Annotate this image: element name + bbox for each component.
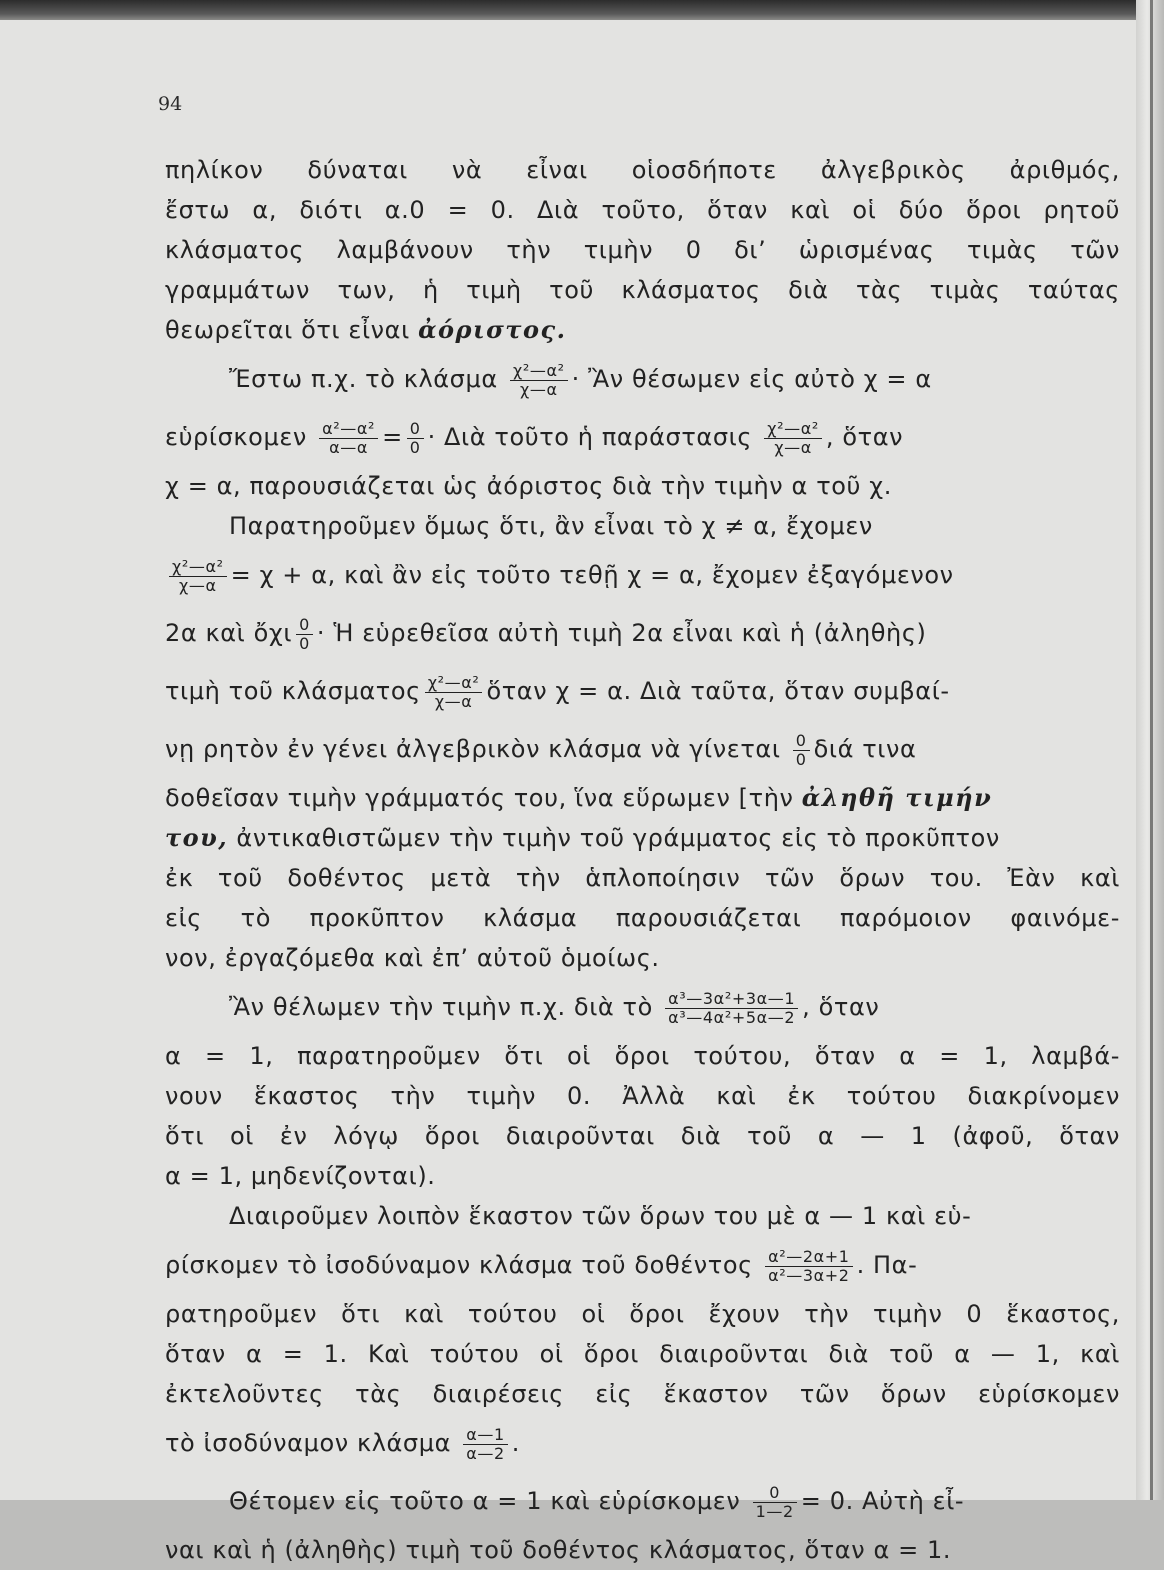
text-span: , ὅταν bbox=[802, 993, 880, 1021]
fraction-numerator: 0 bbox=[793, 732, 810, 751]
text-span: τὸ ἰσοδύναμον κλάσμα bbox=[165, 1429, 452, 1457]
text-line: Παρατηροῦμεν ὅμως ὅτι, ἂν εἶναι τὸ χ ≠ α, ἔχομεν bbox=[229, 512, 873, 540]
emphasis-term: ἀόριστος. bbox=[418, 315, 567, 344]
text-span: = χ + α, καὶ ἂν εἰς τοῦτο τεθῇ χ = α, ἔχομεν ἐξαγόμενον bbox=[230, 561, 954, 589]
text-span: διά τινα bbox=[813, 735, 917, 763]
text-span: . Πα- bbox=[856, 1251, 918, 1279]
fraction-denominator: 0 bbox=[409, 437, 421, 457]
fraction-numerator: χ²—α² bbox=[169, 558, 227, 577]
fraction-numerator: 0 bbox=[753, 1484, 797, 1503]
text-span: Ἂν θέλωμεν τὴν τιμὴν π.χ. διὰ τὸ bbox=[229, 993, 653, 1021]
fraction bbox=[425, 674, 483, 711]
text-span: Ἔστω π.χ. τὸ κλάσμα bbox=[229, 365, 498, 393]
page-number: 94 bbox=[158, 93, 183, 115]
text-span: , ὅταν bbox=[825, 423, 904, 451]
fraction-denominator: α—2 bbox=[466, 1443, 505, 1463]
text-span: δοθεῖσαν τιμὴν γράμματός του, ἵνα εὕρωμεν [τὴν bbox=[165, 784, 794, 812]
emphasis-term: ἀληθῆ τιμήν bbox=[801, 783, 993, 812]
fraction bbox=[764, 420, 822, 457]
text-span: · Ἂν θέσωμεν εἰς αὐτὸ χ = α bbox=[571, 365, 932, 393]
text-line bbox=[165, 720, 1120, 778]
fraction bbox=[793, 732, 810, 769]
text-span: 2α καὶ ὄχι bbox=[165, 619, 293, 647]
fraction bbox=[319, 420, 378, 457]
fraction-denominator: 1—2 bbox=[755, 1501, 794, 1521]
scan-edge-top bbox=[0, 0, 1164, 20]
text-line: κλάσματος λαμβάνουν τὴν τιμὴν 0 δι’ ὡρισμένας τιμὰς τῶν bbox=[165, 236, 1120, 264]
fraction bbox=[765, 1248, 852, 1285]
text-line: Διαιροῦμεν λοιπὸν ἕκαστον τῶν ὅρων του μὲ α — 1 καὶ εὑ- bbox=[229, 1202, 972, 1230]
fraction bbox=[169, 558, 227, 595]
text-line: χ = α, παρουσιάζεται ὡς ἀόριστος διὰ τὴν τιμὴν α τοῦ χ. bbox=[165, 472, 892, 500]
fraction-numerator: α—1 bbox=[463, 1426, 508, 1445]
fraction-numerator: 0 bbox=[296, 616, 313, 635]
text-line bbox=[165, 1414, 1120, 1472]
fraction-numerator: α²—α² bbox=[319, 420, 378, 439]
fraction bbox=[463, 1426, 508, 1463]
text-span: = 0. Αὐτὴ εἶ- bbox=[800, 1487, 965, 1515]
text-span: ἀντικαθιστῶμεν τὴν τιμὴν τοῦ γράμματος εἰς τὸ προκῦπτον bbox=[236, 824, 1000, 852]
text-line bbox=[165, 310, 1120, 350]
fraction-denominator: χ—α bbox=[774, 437, 812, 457]
text-line: ρατηροῦμεν ὅτι καὶ τούτου οἱ ὅροι ἔχουν τὴν τιμὴν 0 ἕκαστος, bbox=[165, 1300, 1120, 1328]
text-line: ἐκ τοῦ δοθέντος μετὰ τὴν ἁπλοποίησιν τῶν ὅρων του. Ἐὰν καὶ bbox=[165, 864, 1120, 892]
fraction-numerator: χ²—α² bbox=[425, 674, 483, 693]
fraction-numerator: α³—3α²+3α—1 bbox=[665, 990, 798, 1009]
text-span: . bbox=[511, 1429, 521, 1457]
fraction bbox=[665, 990, 798, 1027]
text-line bbox=[165, 546, 1120, 604]
book-spine-edge bbox=[1136, 0, 1164, 1500]
fraction-denominator: α³—4α²+5α—2 bbox=[668, 1007, 796, 1027]
text-line bbox=[165, 978, 1120, 1036]
text-span: νῃ ρητὸν ἐν γένει ἀλγεβρικὸν κλάσμα νὰ γίνεται bbox=[165, 735, 781, 763]
text-line bbox=[165, 818, 1120, 858]
text-span: εὑρίσκομεν bbox=[165, 423, 307, 451]
text-line: ἐκτελοῦντες τὰς διαιρέσεις εἰς ἕκαστον τῶν ὅρων εὑρίσκομεν bbox=[165, 1380, 1120, 1408]
emphasis-term: του, bbox=[165, 823, 229, 852]
text-line: ὅτι οἱ ἐν λόγῳ ὅροι διαιροῦνται διὰ τοῦ α — 1 (ἀφοῦ, ὅταν bbox=[165, 1122, 1120, 1150]
text-line bbox=[165, 1472, 1120, 1530]
fraction-denominator: χ—α bbox=[434, 691, 473, 711]
fraction-denominator: χ—α bbox=[179, 575, 217, 595]
fraction-numerator: χ²—α² bbox=[510, 362, 568, 381]
page-body bbox=[165, 150, 1120, 1570]
text-line: ἔστω α, διότι α.0 = 0. Διὰ τοῦτο, ὅταν καὶ οἱ δύο ὅροι ρητοῦ bbox=[165, 196, 1120, 224]
fraction-numerator: α²—2α+1 bbox=[765, 1248, 852, 1267]
text-line bbox=[165, 662, 1120, 720]
text-line bbox=[165, 1236, 1120, 1294]
fraction-denominator: χ—α bbox=[520, 379, 558, 399]
fraction-denominator: α²—3α+2 bbox=[768, 1265, 850, 1285]
fraction-denominator: α—α bbox=[329, 437, 369, 457]
fraction bbox=[296, 616, 313, 653]
fraction-numerator: χ²—α² bbox=[764, 420, 822, 439]
text-line bbox=[165, 778, 1120, 818]
text-span: · Ἡ εὑρεθεῖσα αὐτὴ τιμὴ 2α εἶναι καὶ ἡ (ἀληθὴς) bbox=[316, 619, 927, 647]
text-line: α = 1, μηδενίζονται). bbox=[165, 1162, 436, 1190]
fraction bbox=[407, 420, 424, 457]
text-line bbox=[165, 350, 1120, 408]
text-line: γραμμάτων των, ἡ τιμὴ τοῦ κλάσματος διὰ τὰς τιμὰς ταύτας bbox=[165, 276, 1120, 304]
text-span: Θέτομεν εἰς τοῦτο α = 1 καὶ εὑρίσκομεν bbox=[229, 1487, 741, 1515]
text-line: ναι καὶ ἡ (ἀληθὴς) τιμὴ τοῦ δοθέντος κλάσματος, ὅταν α = 1. bbox=[165, 1536, 952, 1564]
fraction bbox=[753, 1484, 797, 1521]
text-line: πηλίκον δύναται νὰ εἶναι οἱοσδήποτε ἀλγεβρικὸς ἀριθμός, bbox=[165, 156, 1120, 184]
fraction-denominator: 0 bbox=[795, 749, 807, 769]
text-line bbox=[165, 408, 1120, 466]
text-span: = bbox=[382, 423, 403, 451]
fraction bbox=[510, 362, 568, 399]
text-line: ὅταν α = 1. Καὶ τούτου οἱ ὅροι διαιροῦνται διὰ τοῦ α — 1, καὶ bbox=[165, 1340, 1120, 1368]
text-line: νουν ἕκαστος τὴν τιμὴν 0. Ἀλλὰ καὶ ἐκ τούτου διακρίνομεν bbox=[165, 1082, 1120, 1110]
fraction-numerator: 0 bbox=[407, 420, 424, 439]
text-line: νον, ἐργαζόμεθα καὶ ἐπ’ αὐτοῦ ὁμοίως. bbox=[165, 944, 660, 972]
text-span: · Διὰ τοῦτο ἡ παράστασις bbox=[427, 423, 753, 451]
fraction-denominator: 0 bbox=[299, 633, 310, 653]
text-span: θεωρεῖται ὅτι εἶναι bbox=[165, 316, 410, 344]
text-line: α = 1, παρατηροῦμεν ὅτι οἱ ὅροι τούτου, ὅταν α = 1, λαμβά- bbox=[165, 1042, 1120, 1070]
text-span: τιμὴ τοῦ κλάσματος bbox=[165, 677, 421, 705]
text-line: εἰς τὸ προκῦπτον κλάσμα παρουσιάζεται παρόμοιον φαινόμε- bbox=[165, 904, 1120, 932]
text-line bbox=[165, 604, 1120, 662]
text-span: ρίσκομεν τὸ ἰσοδύναμον κλάσμα τοῦ δοθέντος bbox=[165, 1251, 753, 1279]
text-span: ὅταν χ = α. Διὰ ταῦτα, ὅταν συμβαί- bbox=[486, 677, 950, 705]
